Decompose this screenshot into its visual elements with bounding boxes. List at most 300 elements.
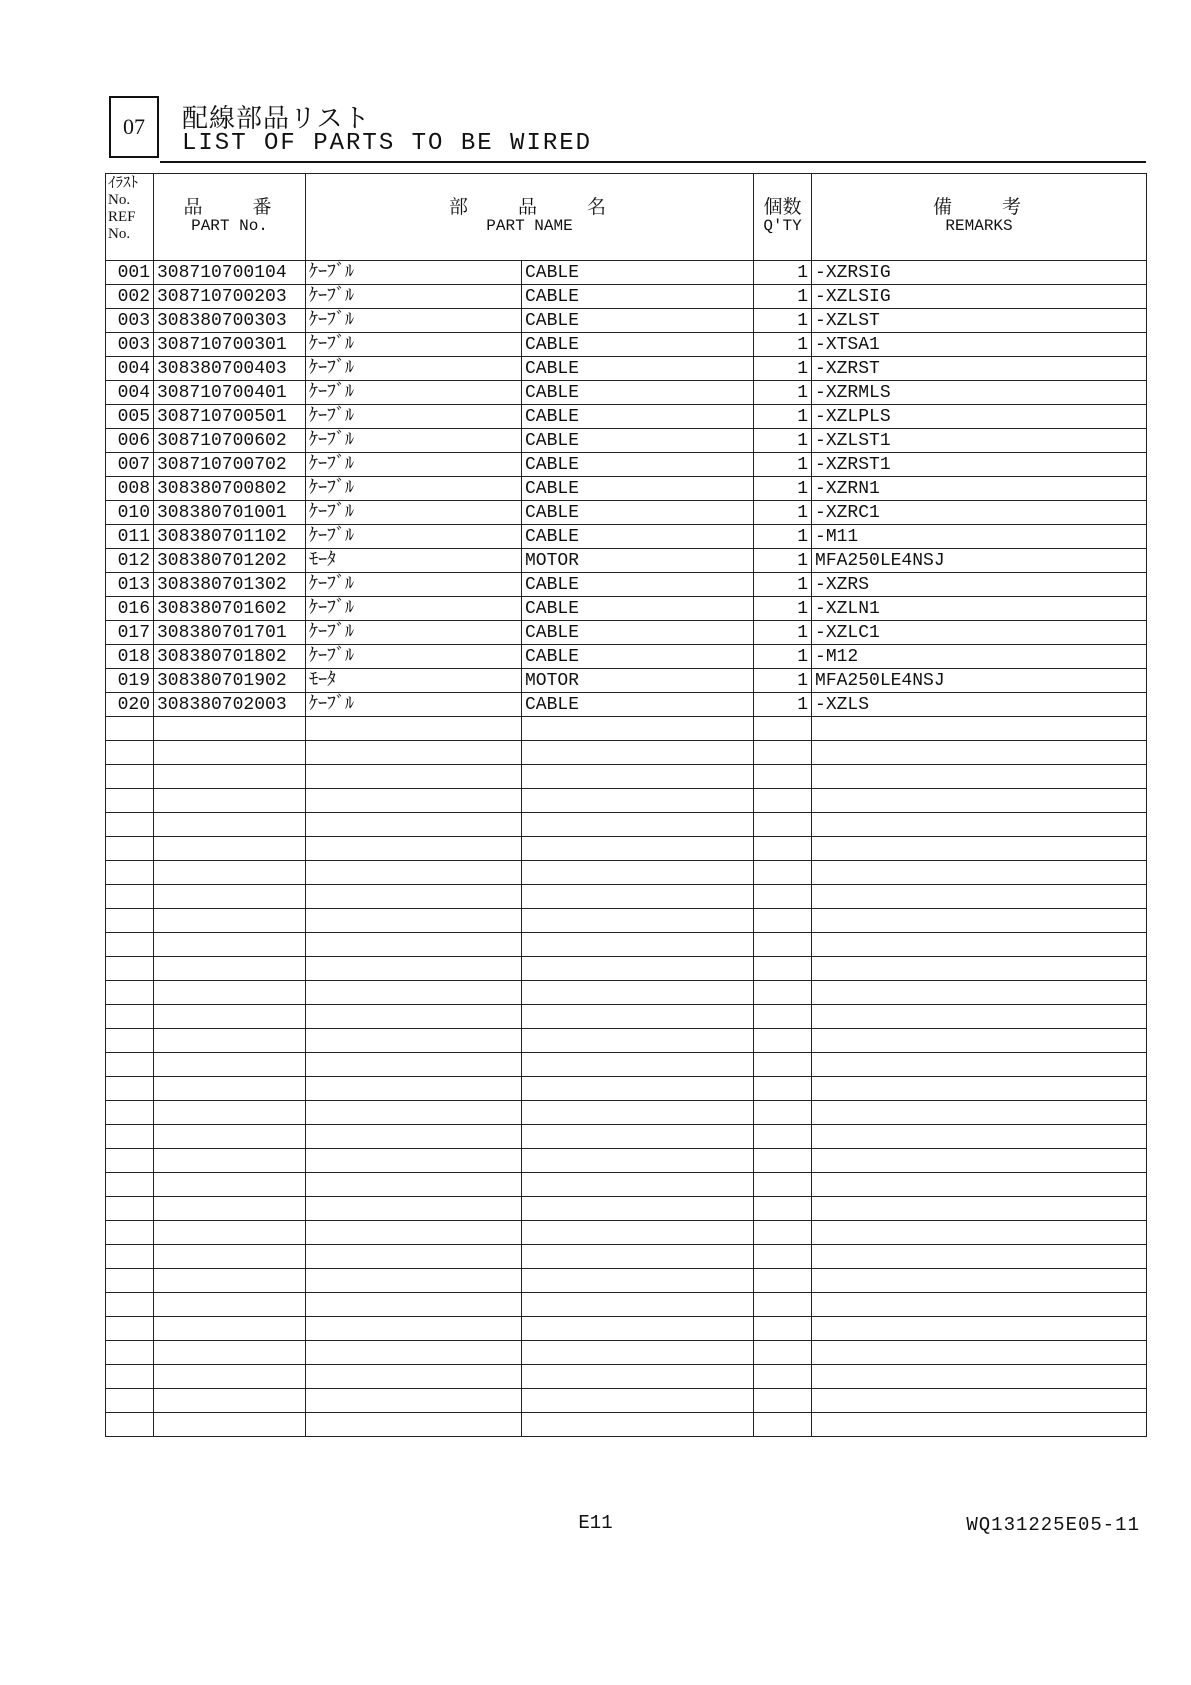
cell-qty [754, 1389, 812, 1413]
cell-part-no [154, 885, 306, 909]
cell-qty [754, 1077, 812, 1101]
cell-qty [754, 765, 812, 789]
cell-part-name-jp [306, 765, 522, 789]
empty-table-row [106, 789, 1147, 813]
cell-part-name-jp [306, 1197, 522, 1221]
cell-remarks [812, 885, 1147, 909]
cell-part-name-en [522, 1029, 754, 1053]
cell-remarks [812, 1197, 1147, 1221]
cell-remarks [812, 933, 1147, 957]
cell-part-name-jp [306, 1221, 522, 1245]
page-title-en: LIST OF PARTS TO BE WIRED [182, 130, 593, 157]
cell-ref-no [106, 861, 154, 885]
empty-table-row [106, 837, 1147, 861]
cell-qty: 1 [754, 357, 812, 381]
cell-ref-no: 016 [106, 597, 154, 621]
cell-qty [754, 1317, 812, 1341]
empty-table-row [106, 1389, 1147, 1413]
cell-qty [754, 837, 812, 861]
cell-part-no [154, 1149, 306, 1173]
cell-part-name-en [522, 909, 754, 933]
header-remarks-en: REMARKS [945, 217, 1013, 235]
cell-ref-no [106, 1293, 154, 1317]
cell-ref-no: 010 [106, 501, 154, 525]
cell-qty: 1 [754, 453, 812, 477]
cell-part-no [154, 813, 306, 837]
cell-remarks: -XZLC1 [812, 621, 1147, 645]
cell-part-name-en [522, 1197, 754, 1221]
cell-remarks [812, 789, 1147, 813]
cell-ref-no: 005 [106, 405, 154, 429]
document-code: WQ131225E05-11 [966, 1514, 1140, 1536]
cell-qty [754, 981, 812, 1005]
cell-part-name-en [522, 1317, 754, 1341]
cell-part-name-en [522, 861, 754, 885]
cell-part-name-jp: ﾓｰﾀ [306, 549, 522, 573]
cell-remarks [812, 813, 1147, 837]
empty-table-row [106, 1317, 1147, 1341]
cell-part-name-en [522, 1341, 754, 1365]
cell-part-name-jp [306, 1005, 522, 1029]
cell-part-name-en [522, 1413, 754, 1437]
cell-part-name-jp [306, 789, 522, 813]
cell-ref-no: 011 [106, 525, 154, 549]
cell-part-name-en [522, 1293, 754, 1317]
cell-qty: 1 [754, 621, 812, 645]
cell-part-name-en [522, 1005, 754, 1029]
cell-part-no [154, 1293, 306, 1317]
cell-qty: 1 [754, 261, 812, 285]
cell-part-no: 308710700301 [154, 333, 306, 357]
cell-ref-no [106, 789, 154, 813]
cell-part-name-jp [306, 741, 522, 765]
cell-part-no: 308380701001 [154, 501, 306, 525]
cell-part-no [154, 957, 306, 981]
empty-table-row [106, 933, 1147, 957]
cell-ref-no [106, 1173, 154, 1197]
cell-qty [754, 789, 812, 813]
table-row [106, 501, 1147, 525]
cell-remarks: -XZRC1 [812, 501, 1147, 525]
cell-ref-no [106, 1245, 154, 1269]
cell-remarks [812, 909, 1147, 933]
cell-ref-no: 001 [106, 261, 154, 285]
cell-remarks: -XZRMLS [812, 381, 1147, 405]
cell-remarks [812, 837, 1147, 861]
header-qty [754, 174, 812, 261]
cell-part-no: 308380701602 [154, 597, 306, 621]
cell-ref-no [106, 1365, 154, 1389]
empty-table-row [106, 1005, 1147, 1029]
cell-qty: 1 [754, 693, 812, 717]
parts-table-body [106, 261, 1147, 1437]
cell-part-name-en [522, 1077, 754, 1101]
cell-ref-no [106, 933, 154, 957]
cell-ref-no [106, 1005, 154, 1029]
table-header-row [106, 174, 1147, 261]
cell-ref-no [106, 1341, 154, 1365]
cell-part-name-en: CABLE [522, 357, 754, 381]
cell-remarks [812, 1149, 1147, 1173]
cell-qty: 1 [754, 333, 812, 357]
cell-part-no [154, 765, 306, 789]
cell-ref-no: 020 [106, 693, 154, 717]
cell-qty [754, 717, 812, 741]
table-row [106, 357, 1147, 381]
empty-table-row [106, 1149, 1147, 1173]
cell-ref-no [106, 1197, 154, 1221]
cell-part-name-en [522, 1389, 754, 1413]
cell-part-name-en: CABLE [522, 285, 754, 309]
cell-part-name-en: CABLE [522, 501, 754, 525]
empty-table-row [106, 861, 1147, 885]
cell-qty: 1 [754, 597, 812, 621]
cell-remarks [812, 1293, 1147, 1317]
cell-part-no [154, 1125, 306, 1149]
cell-part-name-en: CABLE [522, 477, 754, 501]
cell-part-name-jp [306, 1269, 522, 1293]
empty-table-row [106, 1029, 1147, 1053]
cell-part-name-jp: ｹｰﾌﾞﾙ [306, 573, 522, 597]
cell-part-name-jp: ｹｰﾌﾞﾙ [306, 621, 522, 645]
empty-table-row [106, 1293, 1147, 1317]
cell-part-name-jp [306, 1245, 522, 1269]
cell-ref-no [106, 1029, 154, 1053]
cell-ref-no [106, 957, 154, 981]
empty-table-row [106, 1341, 1147, 1365]
empty-table-row [106, 717, 1147, 741]
cell-part-name-en [522, 765, 754, 789]
empty-table-row [106, 1173, 1147, 1197]
cell-remarks: -XZLST [812, 309, 1147, 333]
cell-ref-no [106, 717, 154, 741]
cell-part-name-en: CABLE [522, 573, 754, 597]
cell-ref-no [106, 765, 154, 789]
cell-part-name-en [522, 813, 754, 837]
cell-part-no [154, 861, 306, 885]
cell-part-no: 308380700303 [154, 309, 306, 333]
cell-qty: 1 [754, 477, 812, 501]
cell-part-name-jp: ｹｰﾌﾞﾙ [306, 693, 522, 717]
cell-qty: 1 [754, 525, 812, 549]
cell-part-no [154, 837, 306, 861]
empty-table-row [106, 885, 1147, 909]
section-number-box [109, 96, 159, 158]
cell-part-no [154, 1053, 306, 1077]
cell-ref-no: 004 [106, 357, 154, 381]
cell-part-name-jp [306, 1389, 522, 1413]
cell-part-no [154, 1413, 306, 1437]
empty-table-row [106, 1125, 1147, 1149]
cell-part-no: 308380700802 [154, 477, 306, 501]
cell-ref-no [106, 1101, 154, 1125]
cell-part-no: 308710700501 [154, 405, 306, 429]
cell-remarks [812, 1005, 1147, 1029]
cell-remarks [812, 981, 1147, 1005]
cell-part-no: 308710700203 [154, 285, 306, 309]
cell-qty [754, 1293, 812, 1317]
empty-table-row [106, 1221, 1147, 1245]
cell-part-name-en [522, 1101, 754, 1125]
cell-part-no: 308380701202 [154, 549, 306, 573]
cell-part-name-en [522, 789, 754, 813]
cell-part-no [154, 1245, 306, 1269]
cell-part-name-en [522, 1149, 754, 1173]
cell-part-name-en [522, 1221, 754, 1245]
empty-table-row [106, 1077, 1147, 1101]
cell-part-name-jp [306, 813, 522, 837]
cell-qty: 1 [754, 669, 812, 693]
cell-qty: 1 [754, 405, 812, 429]
cell-part-no [154, 1101, 306, 1125]
cell-part-name-en: MOTOR [522, 549, 754, 573]
table-row [106, 693, 1147, 717]
empty-table-row [106, 1365, 1147, 1389]
cell-remarks [812, 1221, 1147, 1245]
cell-part-no: 308710700104 [154, 261, 306, 285]
cell-qty: 1 [754, 429, 812, 453]
cell-remarks: -M12 [812, 645, 1147, 669]
cell-part-no: 308380701802 [154, 645, 306, 669]
cell-part-name-en: CABLE [522, 453, 754, 477]
cell-ref-no: 008 [106, 477, 154, 501]
cell-part-name-jp [306, 837, 522, 861]
cell-ref-no [106, 1413, 154, 1437]
header-remarks [812, 174, 1147, 261]
cell-qty [754, 1365, 812, 1389]
cell-part-no: 308380701902 [154, 669, 306, 693]
cell-qty [754, 1125, 812, 1149]
cell-ref-no: 017 [106, 621, 154, 645]
cell-remarks [812, 717, 1147, 741]
table-row [106, 453, 1147, 477]
cell-part-no [154, 741, 306, 765]
empty-table-row [106, 1269, 1147, 1293]
cell-part-name-en: CABLE [522, 525, 754, 549]
cell-part-no: 308710700602 [154, 429, 306, 453]
cell-ref-no: 019 [106, 669, 154, 693]
table-row [106, 381, 1147, 405]
empty-table-row [106, 957, 1147, 981]
cell-part-name-jp [306, 957, 522, 981]
cell-part-name-jp: ｹｰﾌﾞﾙ [306, 645, 522, 669]
cell-remarks [812, 1053, 1147, 1077]
cell-part-name-en [522, 957, 754, 981]
cell-part-name-en: CABLE [522, 621, 754, 645]
cell-ref-no [106, 837, 154, 861]
cell-part-no [154, 1389, 306, 1413]
cell-ref-no: 003 [106, 309, 154, 333]
empty-table-row [106, 981, 1147, 1005]
cell-qty [754, 1005, 812, 1029]
empty-table-row [106, 765, 1147, 789]
cell-ref-no [106, 885, 154, 909]
cell-part-name-jp: ｹｰﾌﾞﾙ [306, 261, 522, 285]
cell-remarks: -M11 [812, 525, 1147, 549]
cell-remarks: -XZRST [812, 357, 1147, 381]
cell-part-name-en: CABLE [522, 429, 754, 453]
cell-part-name-jp: ｹｰﾌﾞﾙ [306, 429, 522, 453]
cell-part-no: 308710700401 [154, 381, 306, 405]
cell-part-no [154, 1197, 306, 1221]
cell-ref-no: 004 [106, 381, 154, 405]
cell-remarks [812, 1413, 1147, 1437]
cell-qty [754, 1269, 812, 1293]
cell-part-no [154, 1005, 306, 1029]
cell-part-no: 308380700403 [154, 357, 306, 381]
cell-part-name-en [522, 1053, 754, 1077]
empty-table-row [106, 1197, 1147, 1221]
cell-part-name-jp: ｹｰﾌﾞﾙ [306, 333, 522, 357]
cell-part-name-en: CABLE [522, 645, 754, 669]
cell-ref-no [106, 981, 154, 1005]
empty-table-row [106, 1053, 1147, 1077]
table-row [106, 477, 1147, 501]
cell-part-name-en: CABLE [522, 405, 754, 429]
cell-ref-no [106, 1077, 154, 1101]
cell-remarks [812, 1317, 1147, 1341]
cell-remarks [812, 741, 1147, 765]
cell-part-no [154, 981, 306, 1005]
cell-part-no [154, 1077, 306, 1101]
cell-part-name-jp [306, 1029, 522, 1053]
cell-part-name-en: CABLE [522, 333, 754, 357]
cell-part-name-jp [306, 1173, 522, 1197]
cell-qty: 1 [754, 501, 812, 525]
cell-qty [754, 1413, 812, 1437]
cell-part-name-en [522, 1269, 754, 1293]
header-qty-jp: 個数 [763, 197, 802, 218]
cell-remarks [812, 1365, 1147, 1389]
empty-table-row [106, 1245, 1147, 1269]
cell-qty: 1 [754, 573, 812, 597]
cell-part-name-en: CABLE [522, 381, 754, 405]
cell-remarks [812, 1029, 1147, 1053]
cell-qty: 1 [754, 285, 812, 309]
cell-qty [754, 1053, 812, 1077]
empty-table-row [106, 1413, 1147, 1437]
table-row [106, 669, 1147, 693]
cell-qty [754, 933, 812, 957]
cell-part-no: 308380701102 [154, 525, 306, 549]
cell-part-name-en [522, 1365, 754, 1389]
cell-ref-no: 018 [106, 645, 154, 669]
cell-remarks: -XZLS [812, 693, 1147, 717]
cell-qty [754, 1149, 812, 1173]
cell-qty: 1 [754, 381, 812, 405]
page-title-jp: 配線部品リスト [182, 104, 371, 133]
cell-part-name-en [522, 837, 754, 861]
cell-ref-no: 012 [106, 549, 154, 573]
cell-ref-no: 003 [106, 333, 154, 357]
cell-part-name-jp: ｹｰﾌﾞﾙ [306, 501, 522, 525]
cell-ref-no [106, 1221, 154, 1245]
cell-ref-no: 006 [106, 429, 154, 453]
header-part-name [306, 174, 754, 261]
cell-part-name-jp [306, 1053, 522, 1077]
cell-part-no [154, 1365, 306, 1389]
table-row [106, 261, 1147, 285]
cell-qty [754, 1341, 812, 1365]
cell-qty [754, 1197, 812, 1221]
cell-part-name-en: CABLE [522, 261, 754, 285]
cell-part-name-jp: ｹｰﾌﾞﾙ [306, 525, 522, 549]
header-ref-no [106, 174, 154, 261]
table-row [106, 573, 1147, 597]
cell-qty [754, 1029, 812, 1053]
cell-part-name-jp [306, 1341, 522, 1365]
cell-part-no [154, 1269, 306, 1293]
empty-table-row [106, 741, 1147, 765]
cell-part-no: 308380702003 [154, 693, 306, 717]
header-ref-line-3: REF [108, 209, 136, 225]
table-row [106, 333, 1147, 357]
cell-part-no [154, 933, 306, 957]
cell-qty [754, 741, 812, 765]
cell-ref-no [106, 1269, 154, 1293]
empty-table-row [106, 909, 1147, 933]
cell-remarks [812, 957, 1147, 981]
cell-part-no [154, 789, 306, 813]
cell-part-name-en [522, 717, 754, 741]
cell-part-no [154, 1029, 306, 1053]
cell-remarks [812, 1269, 1147, 1293]
cell-part-name-en: CABLE [522, 597, 754, 621]
cell-part-name-en [522, 1173, 754, 1197]
cell-part-name-jp [306, 1317, 522, 1341]
header-part-no-jp: 品 番 [183, 197, 276, 218]
cell-ref-no [106, 1053, 154, 1077]
header-part-no-en: PART No. [191, 217, 268, 235]
cell-part-name-en [522, 933, 754, 957]
cell-part-name-jp: ｹｰﾌﾞﾙ [306, 381, 522, 405]
page-number: E11 [578, 1512, 613, 1534]
cell-part-name-jp: ｹｰﾌﾞﾙ [306, 477, 522, 501]
cell-remarks: MFA250LE4NSJ [812, 549, 1147, 573]
section-number: 07 [123, 114, 145, 139]
cell-remarks: -XZLN1 [812, 597, 1147, 621]
cell-part-name-jp: ｹｰﾌﾞﾙ [306, 405, 522, 429]
cell-remarks [812, 861, 1147, 885]
cell-ref-no [106, 909, 154, 933]
cell-part-no [154, 1173, 306, 1197]
cell-part-name-jp: ｹｰﾌﾞﾙ [306, 357, 522, 381]
cell-qty [754, 1245, 812, 1269]
cell-qty: 1 [754, 645, 812, 669]
cell-ref-no [106, 813, 154, 837]
cell-remarks [812, 1245, 1147, 1269]
cell-ref-no [106, 1317, 154, 1341]
table-row [106, 309, 1147, 333]
cell-qty [754, 1173, 812, 1197]
cell-part-name-en: MOTOR [522, 669, 754, 693]
parts-table [105, 173, 1147, 1437]
cell-part-no [154, 717, 306, 741]
table-row [106, 285, 1147, 309]
cell-qty [754, 1101, 812, 1125]
cell-part-name-jp [306, 1413, 522, 1437]
cell-qty: 1 [754, 549, 812, 573]
cell-ref-no [106, 1389, 154, 1413]
cell-remarks [812, 1125, 1147, 1149]
cell-part-name-en [522, 981, 754, 1005]
cell-remarks [812, 765, 1147, 789]
empty-table-row [106, 1101, 1147, 1125]
cell-ref-no [106, 741, 154, 765]
cell-part-name-jp [306, 933, 522, 957]
cell-qty [754, 861, 812, 885]
cell-part-name-jp [306, 861, 522, 885]
